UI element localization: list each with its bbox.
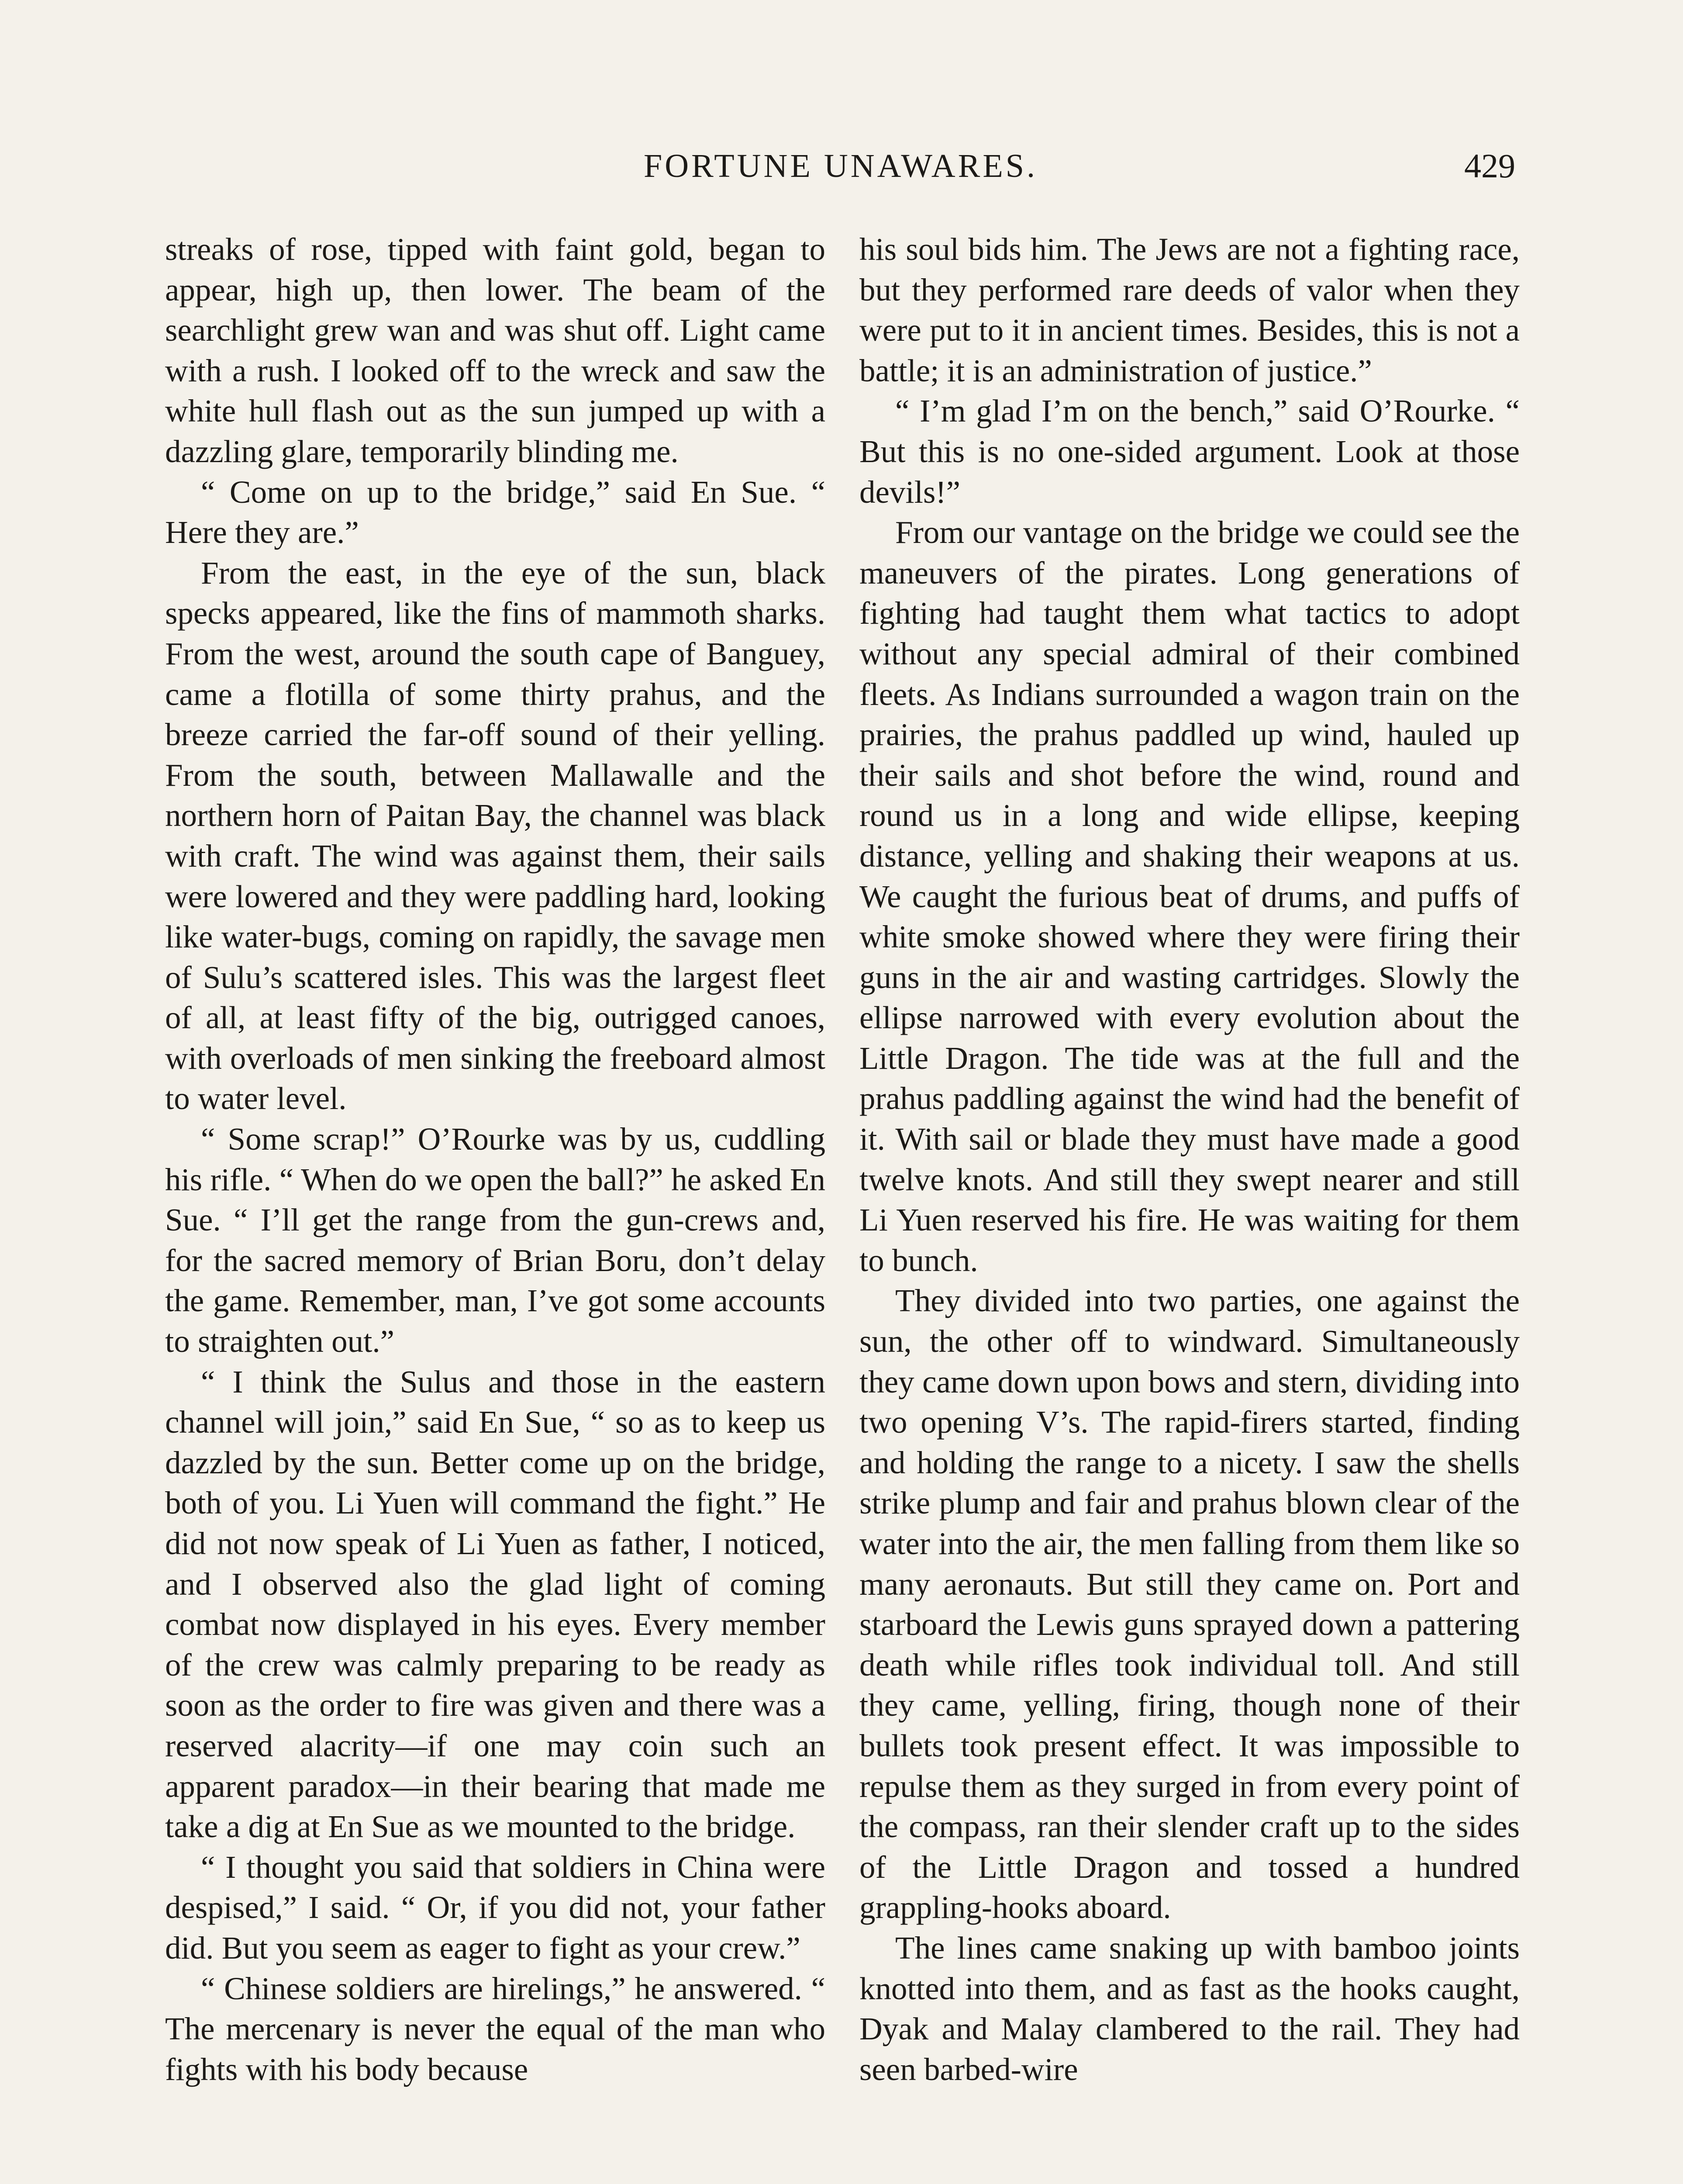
paragraph: From our vantage on the bridge we could see the maneuvers of the pirates. Long generations of fighting had taught them what tactics to adopt without any special admiral of their combined fleets. As Indians surrounded a wagon train on the prairies, the prahus paddled up wind, hauled up their sails and shot before the wind, round and round us in a long and wide ellipse, keeping distance, yelling and shaking their weapons at us. We caught the furious beat of drums, and puffs of white smoke showed where they were firing their guns in the air and wasting cartridges. Slowly the ellipse narrowed with every evolution about the Little Dragon. The tide was at the full and the prahus paddling against the wind had the benefit of it. With sail or blade they must have made a good twelve knots. And still they swept nearer and still Li Yuen reserved his fire. He was waiting for them to bunch.: [859, 515, 1520, 1278]
paragraph: his soul bids him. The Jews are not a fighting race, but they performed rare deeds of valor when they were put to it in ancient times. Besides, this is not a battle; it is an administration of justice.”: [859, 232, 1520, 388]
running-title: FORTUNE UNAWARES.: [643, 148, 1038, 184]
paragraph: The lines came snaking up with bamboo joints knotted into them, and as fast as the hooks caught, Dyak and Malay clambered to the rail. They had seen barbed-wire: [859, 1930, 1520, 2087]
paragraph: “ Some scrap!” O’Rourke was by us, cuddling his rifle. “ When do we open the ball?” he asked En Sue. “ I’ll get the range from the gun-crews and, for the sacred memory of Brian Boru, don’t delay the game. Remember, man, I’ve got some accounts to straighten out.”: [165, 1121, 825, 1359]
page-number: 429: [1464, 147, 1515, 185]
paragraph: “ Come on up to the bridge,” said En Sue. “ Here they are.”: [165, 474, 825, 550]
paragraph: “ I think the Sulus and those in the eastern channel will join,” said En Sue, “ so as to keep us dazzled by the sun. Better come up on the bridge, both of you. Li Yuen will command the fight.” He did not now speak of Li Yuen as father, I noticed, and I observed also the glad light of coming combat now displayed in his eyes. Every member of the crew was calmly preparing to be ready as soon as the order to fire was given and there was a reserved alacrity—if one may coin such an apparent paradox—in their bearing that made me take a dig at En Sue as we mounted to the bridge.: [165, 1364, 825, 1845]
text-column-left: [165, 229, 825, 2090]
paragraph: “ I thought you said that soldiers in China were despised,” I said. “ Or, if you did not, your father did. But you seem as eager to fight as your crew.”: [165, 1849, 825, 1966]
paragraph: They divided into two parties, one against the sun, the other off to windward. Simultaneously they came down upon bows and stern, dividing into two opening V’s. The rapid-firers started, finding and holding the range to a nicety. I saw the shells strike plump and fair and prahus blown clear of the water into the air, the men falling from them like so many aeronauts. But still they came on. Port and starboard the Lewis guns sprayed down a pattering death while rifles took individual toll. And still they came, yelling, firing, though none of their bullets took present effect. It was impossible to repulse them as they surged in from every point of the compass, ran their slender craft up to the sides of the Little Dragon and tossed a hundred grappling-hooks aboard.: [859, 1283, 1520, 1925]
text-column-right: [859, 229, 1520, 2090]
paragraph: streaks of rose, tipped with faint gold, began to appear, high up, then lower. The beam of the searchlight grew wan and was shut off. Light came with a rush. I looked off to the wreck and saw the white hull flash out as the sun jumped up with a dazzling glare, temporarily blinding me.: [165, 232, 825, 469]
paragraph: “ I’m glad I’m on the bench,” said O’Rourke. “ But this is no one-sided argument. Look at those devils!”: [859, 393, 1520, 510]
paragraph: “ Chinese soldiers are hirelings,” he answered. “ The mercenary is never the equal of the man who fights with his body because: [165, 1970, 825, 2087]
running-head: [166, 142, 1515, 190]
paragraph: From the east, in the eye of the sun, black specks appeared, like the fins of mammoth sharks. From the west, around the south cape of Banguey, came a flotilla of some thirty prahus, and the breeze carried the far-off sound of their yelling. From the south, between Mallawalle and the northern horn of Paitan Bay, the channel was black with craft. The wind was against them, their sails were lowered and they were paddling hard, looking like water-bugs, coming on rapidly, the savage men of Sulu’s scattered isles. This was the largest fleet of all, at least fifty of the big, outrigged canoes, with overloads of men sinking the freeboard almost to water level.: [165, 555, 825, 1116]
